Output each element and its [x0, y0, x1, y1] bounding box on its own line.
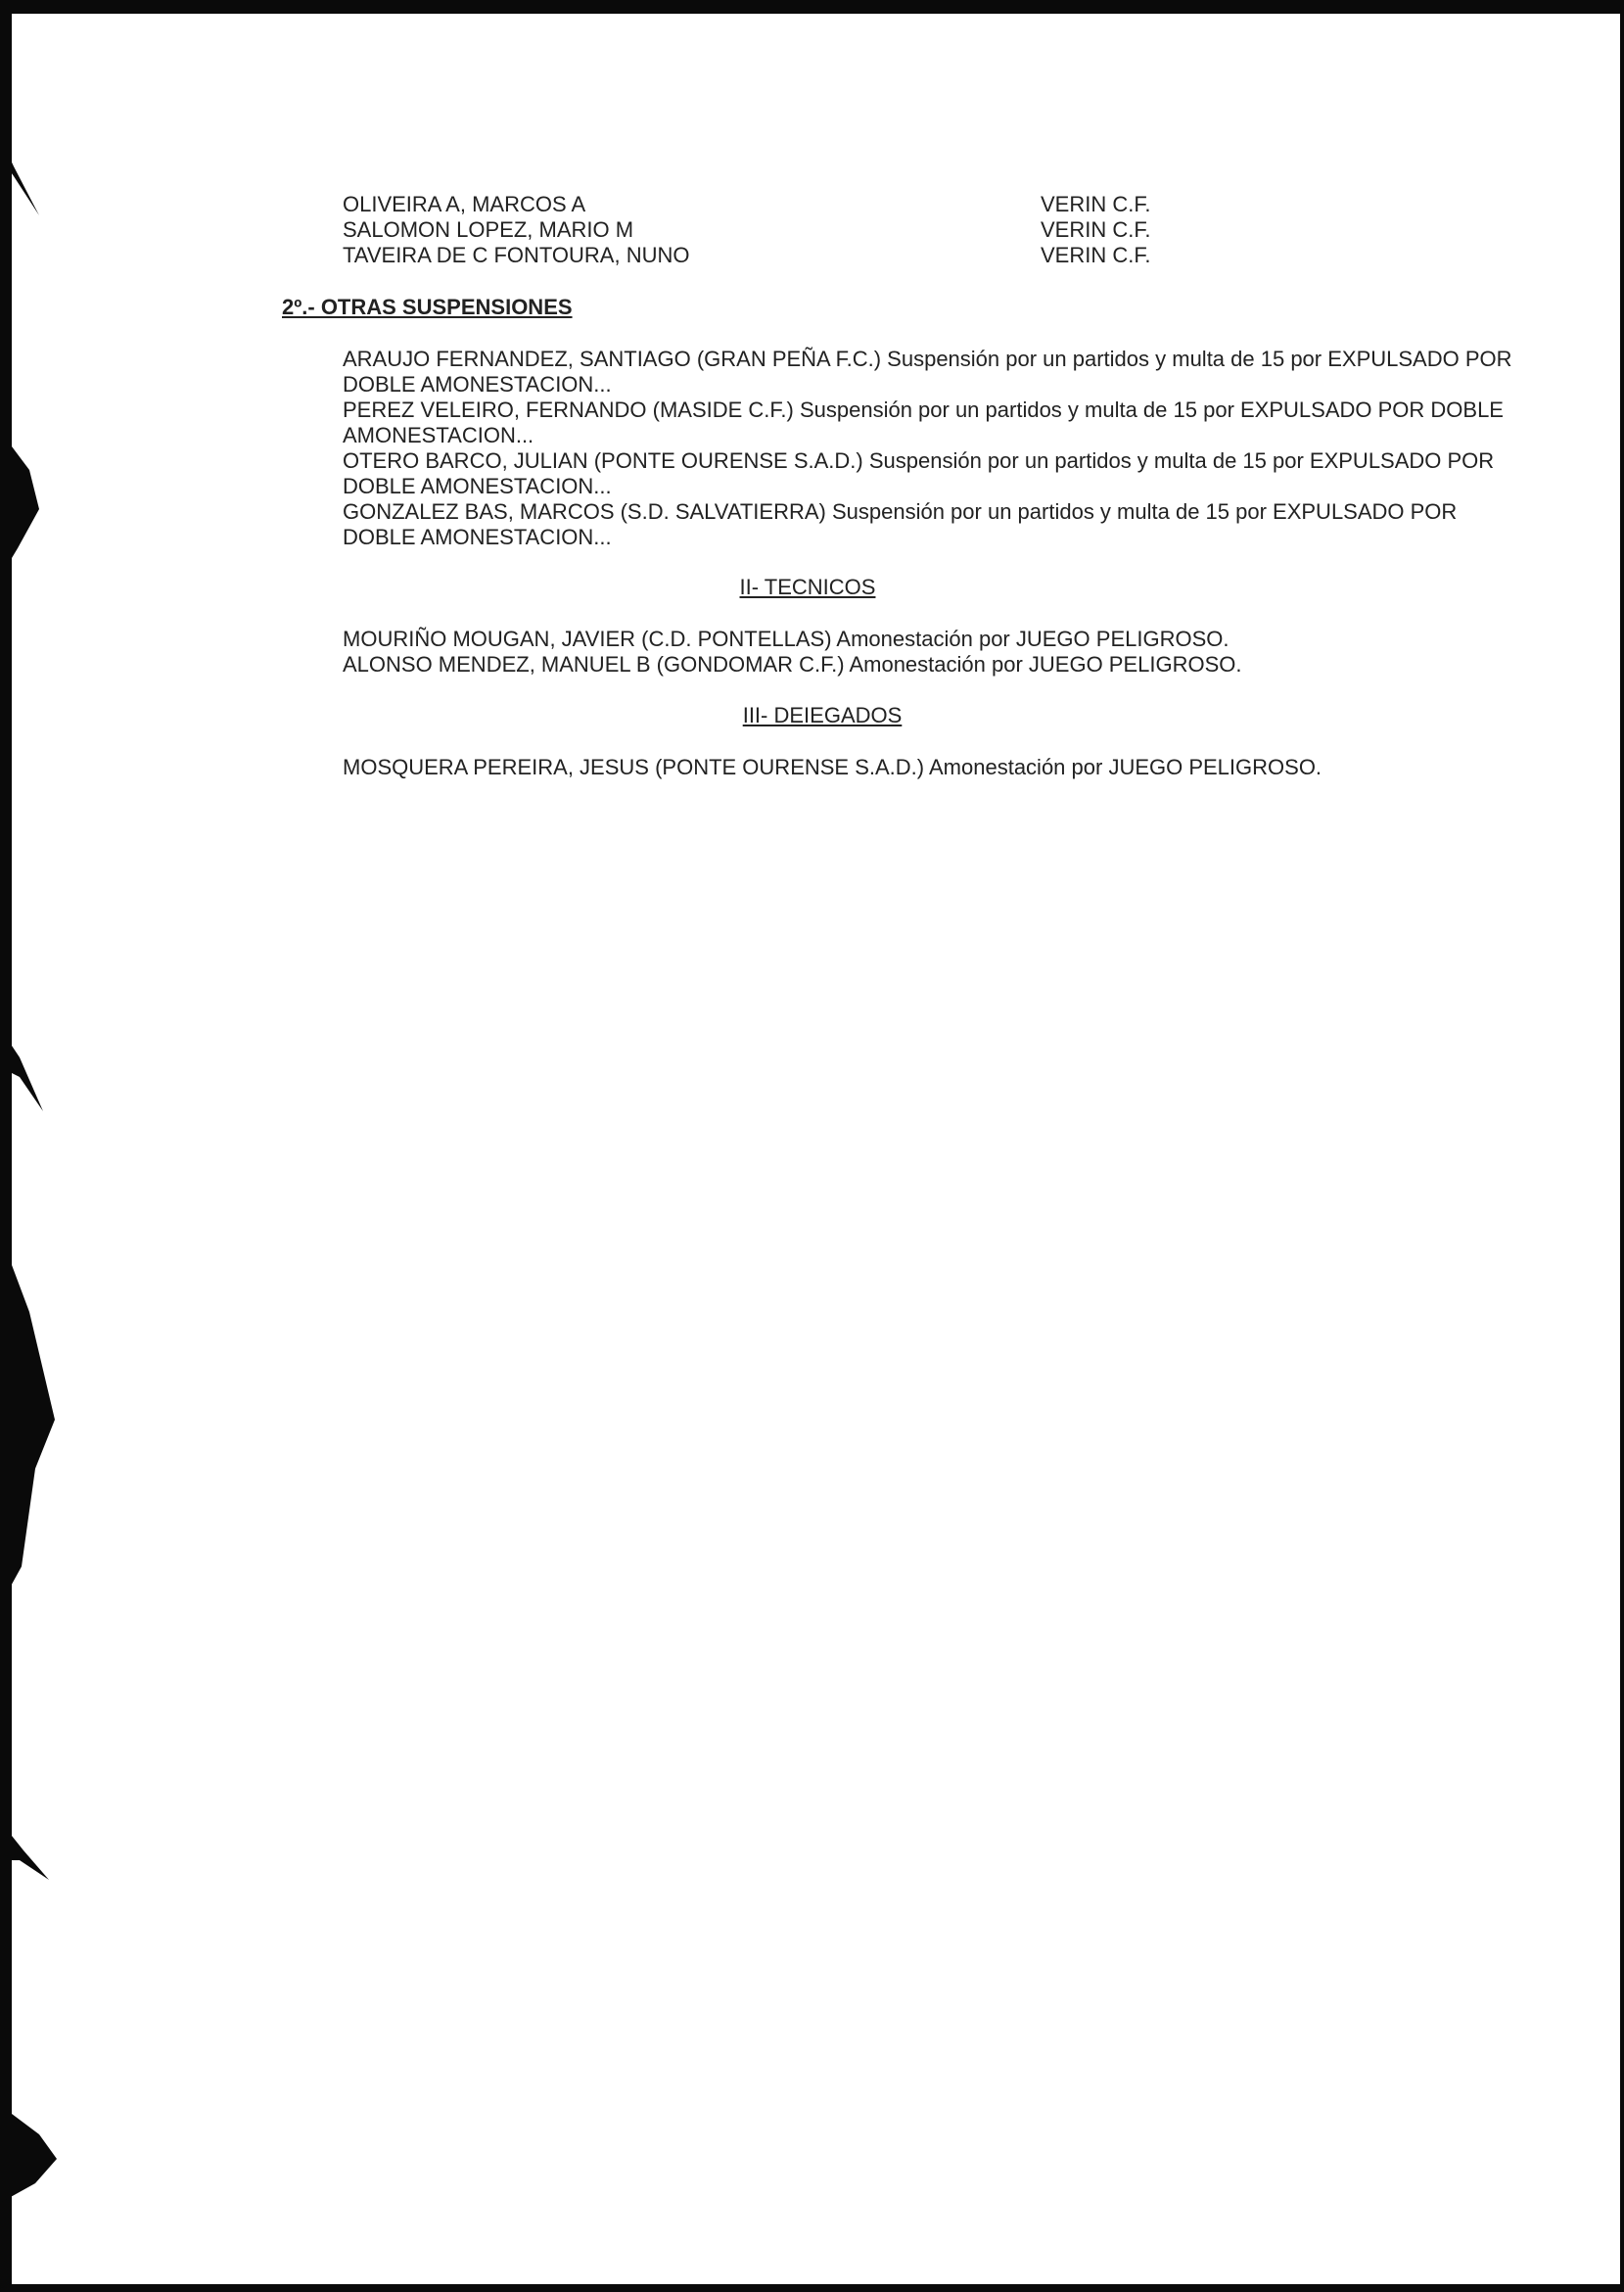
- section-heading-tecnicos: II- TECNICOS: [739, 575, 876, 599]
- player-name-1: OLIVEIRA A, MARCOS A: [343, 192, 586, 216]
- section-heading-otras-suspensiones: 2º.- OTRAS SUSPENSIONES: [282, 295, 573, 319]
- player-club-1: VERIN C.F.: [1041, 192, 1151, 216]
- section-heading-delegados: III- DEIEGADOS: [742, 703, 903, 727]
- delegado-entry: MOSQUERA PEREIRA, JESUS (PONTE OURENSE S.A.D.) Amonestación por JUEGO PELIGROSO.: [343, 755, 1322, 779]
- player-name-3: TAVEIRA DE C FONTOURA, NUNO: [343, 243, 690, 267]
- suspension-entry: ARAUJO FERNANDEZ, SANTIAGO (GRAN PEÑA F.C.) Suspensión por un partidos y multa de 15 por EXPULSADO POR DOBLE AMONESTACION...: [343, 347, 1512, 397]
- player-club-3: VERIN C.F.: [1041, 243, 1151, 267]
- tecnico-entry: ALONSO MENDEZ, MANUEL B (GONDOMAR C.F.) Amonestación por JUEGO PELIGROSO.: [343, 652, 1242, 677]
- torn-edge-marks: [0, 0, 69, 2292]
- player-club-2: VERIN C.F.: [1041, 217, 1151, 242]
- suspension-entry: OTERO BARCO, JULIAN (PONTE OURENSE S.A.D.) Suspensión por un partidos y multa de 15 por EXPULSADO POR DOBLE AMONESTACION...: [343, 448, 1495, 498]
- suspension-entry: GONZALEZ BAS, MARCOS (S.D. SALVATIERRA) Suspensión por un partidos y multa de 15 por EXPULSADO POR DOBLE AMONESTACION...: [343, 499, 1458, 549]
- tecnico-entry: MOURIÑO MOUGAN, JAVIER (C.D. PONTELLAS) Amonestación por JUEGO PELIGROSO.: [343, 627, 1230, 651]
- player-name-2: SALOMON LOPEZ, MARIO M: [343, 217, 634, 242]
- suspension-entry: PEREZ VELEIRO, FERNANDO (MASIDE C.F.) Suspensión por un partidos y multa de 15 por EXPULSADO POR DOBLE AMONESTACION...: [343, 398, 1504, 447]
